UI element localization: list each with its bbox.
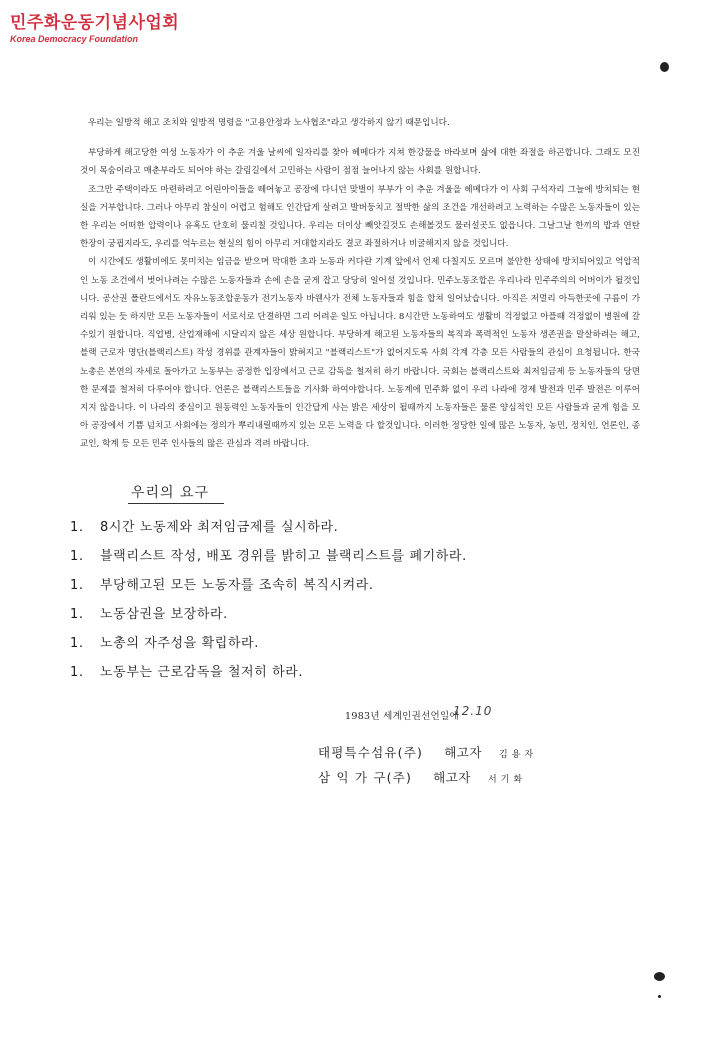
demand-number: 1. [70,636,84,651]
demands-title-underline [128,503,224,504]
body-paragraph: 이 시간에도 생활비에도 못미치는 임금을 받으며 막대한 초과 노동과 커다란 기계 앞에서 언제 다칠지도 모르며 불안한 상태에 방치되어있고 억압적인 노동 조건에서 벗어나려는 수많은 노동자들과 손에 손을 굳게 잡고 당당히 일어설 것입니다. 민주노동조합은 우리나라 민주주의의 어버이가 될것입니다. 공산권 폴란드에서도 자유노동조합운동가 전기노동자 바웬사가 전체 노동자들과 힘을 합쳐 일어났습니다. 아직은 저멀리 아득한곳에 구름이 가리워 있는 듯 하지만 모든 노동자들이 서로서로 단결하면 그리 어려운 일도 아닙니다. 8시간만 노동하여도 생활비 걱정없고 아플때 걱정없이 병원에 갈수있기 원합니다. 직업병, 산업재해에 시달리지 않은 세상 원합니다. 부당하게 해고된 노동자들의 복직과 폭력적인 노동자 생존권을 말살하려는 해고, 블랙 근로자 명단(블랙리스트) 작성 경위를 관계자들이 밝혀지고 "블랙리스트"가 없어지도록 사회 각계 각층 모든 사람들의 관심이 요청됩니다. 한국 노총은 본연의 자세로 돌아가고 노동부는 공정한 입장에서고 근로 감독을 철저히 하기 바랍니다. 국회는 블랙리스트와 최저임금제 등 노동자들의 당면한 문제를 철저히 다루어야 합니다. 언론은 블랙리스트들을 기사화 하여야합니다. 노동계에 민주화 없이 우리 나라에 경제 발전과 민주 발전은 이루어지지 않읍니다. 이 나라의 중심이고 원동력인 노동자들이 인간답게 사는 밝은 세상이 될때까지 노동자들은 물론 양심적인 모든 사람들과 굳게 힘을 모아 공장에서 기쁨 넘치고 사회에는 정의가 뿌리내릴때까지 있는 모든 노력을 다 할것입니다. 이러한 정당한 일에 많은 노동자, 농민, 정치인, 언론인, 종교인, 학계 등 모든 민주 인사들의 많은 관심과 격려 바랍니다. [80,257,640,450]
demand-item [70,573,467,602]
demand-text: 노동삼권을 보장하라. [100,607,228,622]
demand-item [70,515,467,544]
demand-text: 노동부는 근로감독을 철저히 하라. [100,665,304,680]
demand-text: 노총의 자주성을 확립하라. [100,636,259,651]
demand-number: 1. [70,665,84,680]
body-paragraph: 조그만 주택이라도 마련하려고 어린아이들을 떼어놓고 공장에 다니던 맞벌이 부부가 이 추운 겨울을 헤메다가 이 사회 구석자리 그늘에 방치되는 현실을 거부합니다. 그러나 아무리 참실이 어렵고 험해도 인간답게 살려고 발버둥치고 절박한 삶의 조건을 개선하려고 노력하는 수많은 노동자들이 있는한 우리는 어떠한 압력이나 유혹도 단호히 물리칠 것입니다. 우리는 더이상 빼앗길것도 손해볼것도 물러설곳도 없읍니다. 그날그날 한끼의 밥과 연탄 한장이 궁핍지라도, 우리를 억누르는 현실의 힘이 아무리 거대할지라도 결코 좌절하거나 비굴해지지 않을 것입니다. [80,184,640,250]
logo-english-text: Korea Democracy Foundation [10,34,139,44]
ink-dot-bottom [658,995,661,998]
date-line: 1983년 세계인권선언일에 [345,711,459,722]
demand-number: 1. [70,549,84,564]
demand-item [70,631,467,660]
demand-text: 블랙리스트 작성, 배포 경위를 밝히고 블랙리스트를 폐기하라. [100,549,467,564]
signatory-name: 서기화 [487,775,527,785]
signatory-company: 태평특수섬유(주) [318,745,424,760]
demands-title: 우리의 요구 [131,485,210,501]
ink-smudge-top [660,62,669,72]
signatory-name: 김용자 [499,750,538,760]
signatory-company: 삼 익 가 구(주) [318,770,413,785]
body-paragraph: 부당하게 해고당한 여성 노동자가 이 추운 겨울 날씨에 일자리를 찾아 헤메다가 지쳐 한강물을 바라보며 삶에 대한 좌절을 하곤합니다. 그래도 모진것이 목숨이라고 매춘부라도 되어야 하는 갈림길에서 고민하는 사람이 점점 늘어나지 않는 사회를 원합니다. [80,148,640,177]
demand-text: 부당해고된 모든 노동자를 조속히 복직시켜라. [100,578,374,593]
ink-smudge-bottom [654,972,665,981]
logo-korean-text: 민주화운동기념사업회 [10,13,180,33]
demand-item [70,602,467,631]
signatory-role: 해고자 [433,770,471,785]
demand-number: 1. [70,578,84,593]
signatory-row [318,742,537,761]
demand-item [70,544,467,573]
handwritten-date: 12.10 [453,704,493,718]
foundation-logo [10,8,179,44]
demand-number: 1. [70,520,84,535]
signatory-role: 해고자 [444,745,482,760]
signatory-row [318,767,526,786]
statement-body [80,114,640,454]
demands-list [70,515,467,689]
demand-text: 8시간 노동제와 최저임금제를 실시하라. [100,520,339,535]
demand-item [70,660,467,689]
intro-paragraph: 우리는 일방적 해고 조치와 일방적 명령을 "고용안정과 노사협조"라고 생각하지 않기 때문입니다. [88,118,450,128]
demand-number: 1. [70,607,84,622]
